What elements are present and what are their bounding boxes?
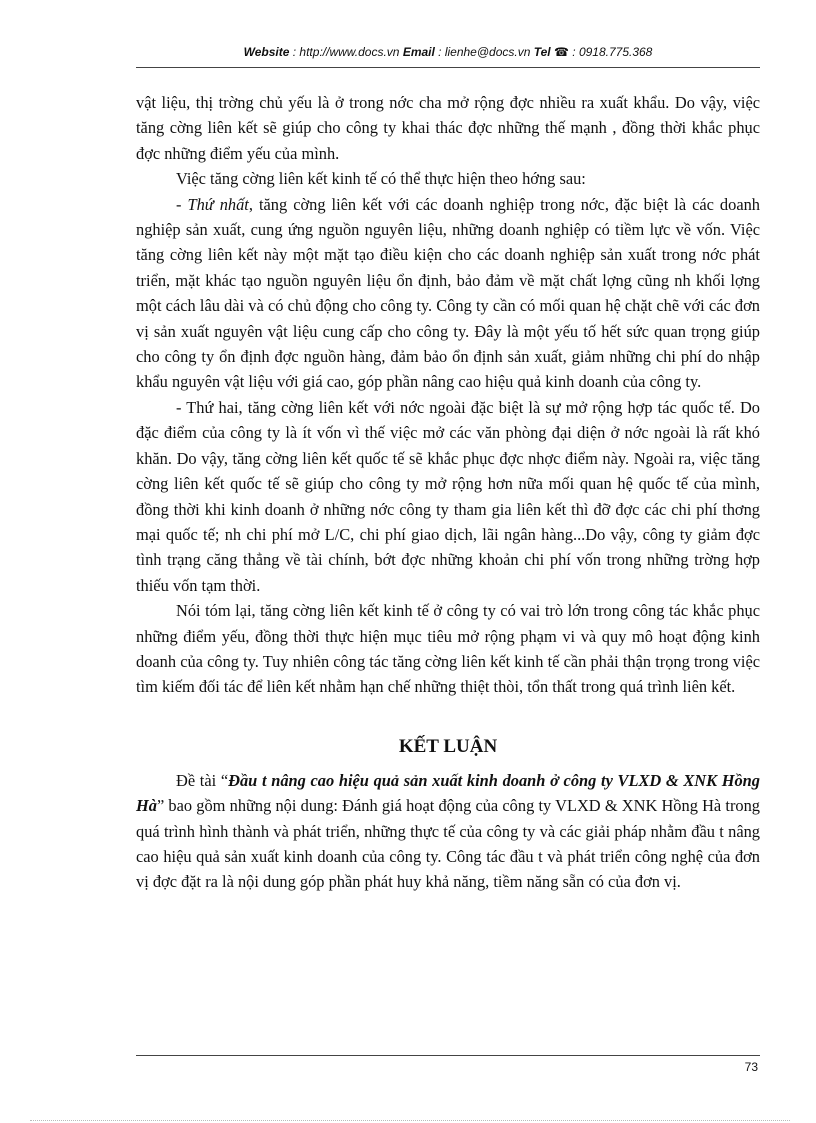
paragraph-2: Việc tăng cờng liên kết kinh tế có thể thực hiện theo hớng sau:: [176, 169, 586, 189]
paragraph-3-italic: Thứ nhất: [187, 194, 249, 214]
page-bottom-dotted-line: [30, 1120, 790, 1121]
conclusion-title: KẾT LUẬN: [398, 735, 498, 757]
paragraph-3-text: , tăng cờng liên kết với các doanh nghiệp trong nớc, đặc biệt là các doanh nghiệp sản xuất, cung ứng nguồn nguyên liệu, những doanh nghiệp có tiềm lực về vốn. Việc tăng cờng liên kết này một mặt tạo điều kiện cho các doanh nghiệp sản xuất trong nớc phát triển, mặt khác tạo nguồn nguyên liệu ổn định, bảo đảm về mặt chất lợng cũng nh khối lợng một cách lâu dài và có chủ động cho công ty. Công ty cần có mối quan hệ chặt chẽ với các đơn vị sản xuất nguyên vật liệu cung cấp cho công ty. Đây là một yếu tố hết sức quan trọng giúp cho công ty ổn định đợc nguồn hàng, đảm bảo ổn định sản xuất, giảm những chi phí do nhập khẩu nguyên vật liệu với giá cao, góp phần nâng cao hiệu quả kinh doanh của công ty.: [136, 194, 760, 392]
paragraph-5: Nói tóm lại, tăng cờng liên kết kinh tế ở công ty có vai trò lớn trong công tác khắc phục những điểm yếu, đồng thời thực hiện mục tiêu mở rộng phạm vi và quy mô hoạt động kinh doanh của công ty. Tuy nhiên công tác tăng cờng liên kết kinh tế cần phải thận trọng trong việc tìm kiếm đối tác để liên kết nhằm hạn chế những thiệt thòi, tổn thất trong quá trình liên kết.: [136, 601, 760, 697]
tel-label: Tel: [533, 45, 551, 59]
conclusion-close-quote: ”: [156, 796, 165, 816]
paragraph-3-prefix: -: [176, 194, 188, 214]
email-value[interactable]: : lienhe@docs.vn: [434, 45, 534, 59]
conclusion-text: bao gồm những nội dung: Đánh giá hoạt động của công ty VLXD & XNK Hồng Hà trong quá trình hình thành và phát triển, những thực tế của công ty và các giải pháp nhằm đầu t nâng cao hiệu quả sản xuất kinh doanh của công ty. Công tác đầu t và phát triển công nghệ của đơn vị đợc đặt ra là nội dung góp phần phát huy khả năng, tiềm năng sẵn có của đơn vị.: [136, 796, 760, 892]
footer-divider: [136, 1055, 760, 1056]
website-label: Website: [243, 45, 290, 59]
website-value[interactable]: : http://www.docs.vn: [289, 45, 403, 59]
email-label: Email: [402, 45, 435, 59]
header-divider: [136, 67, 760, 68]
thesis-title: Đầu t nâng cao hiệu quả sản xuất kinh doanh ở công ty VLXD & XNK Hồng Hà: [136, 770, 760, 816]
paragraph-1: vật liệu, thị trờng chủ yếu là ở trong nớc cha mở rộng đợc nhiều ra xuất khẩu. Do vậy, việc tăng cờng liên kết sẽ giúp cho công ty khai thác đợc những thế mạnh , đồng thời khắc phục đợc những điểm yếu của mình.: [136, 93, 760, 163]
page-header: [136, 45, 760, 59]
tel-value: : 0918.775.368: [568, 45, 653, 59]
document-body: [136, 90, 760, 895]
phone-icon: ☎: [553, 45, 569, 59]
paragraph-3: [136, 192, 760, 395]
conclusion-paragraph: [136, 768, 760, 895]
page-number: 73: [744, 1060, 758, 1074]
paragraph-4: - Thứ hai, tăng cờng liên kết với nớc ngoài đặc biệt là sự mở rộng hợp tác quốc tế. Do đặc điểm của công ty là ít vốn vì thế việc mở các văn phòng đại diện ở nớc ngoài là rất khó khăn. Do vậy, tăng cờng liên kết quốc tế sẽ khắc phục đợc nhợc điểm này. Ngoài ra, việc tăng cờng liên kết quốc tế sẽ giúp cho công ty mở rộng hơn nữa mối quan hệ quốc tế của mình, đồng thời khi kinh doanh ở những nớc công ty tham gia liên kết thì đỡ đợc các chi phí thơng mại quốc tế; nh chi phí mở L/C, chi phí giao dịch, lãi ngân hàng...Do vậy, công ty giảm đợc tình trạng căng thẳng về tài chính, bớt đợc những khoản chi phí vốn trong những trờng hợp thiếu vốn tạm thời.: [136, 397, 760, 595]
conclusion-lead: Đề tài “: [176, 770, 229, 790]
